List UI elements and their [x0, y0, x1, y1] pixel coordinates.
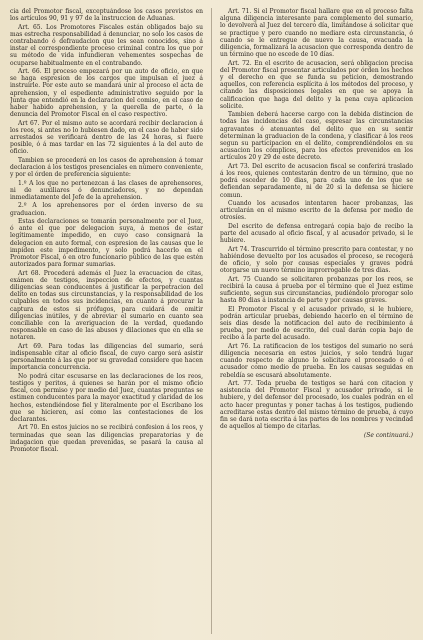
paragraph: Art. 77. Toda prueba de testigos se hará con citacion y asistencia del Promotor Fiscal y acusador privado, si le hubiere, y del defensor del procesado, los cuales podrán en el acto hacer preguntas y poner tachas á los testigos, pudiendo acreditarse estas dentro del mismo término de prueba, á cuyo fin se dará nota escrita á las partes de los nombres y vecindad de aquellos al tiempo de citarlas. [220, 380, 413, 431]
paragraph: No podrá citar escusarse en las declaraciones de los reos, testigos y peritos, á quienes se harán por el mismo oficio fiscal, con permiso y por medio del Juez, cuantas preguntas se estimen conducentes para la mayor exactitud y claridad de los hechos, estendiéndose fiel y literalmente por el Escribano los que se hicieren, así como las contestaciones de los declarantes. [10, 372, 203, 424]
paragraph: Art 73. Del escrito de acusacion fiscal se conferirá traslado á los reos, quienes contestarán dentro de un término, que no podrá esceder de 10 dias, para cada uno de los que se defiendan separadamente, ni de 20 si la defensa se hiciere comun. [220, 162, 413, 199]
paragraph: Art. 66. El proceso empezará por un auto de oficio, en que se haga espresion de los cargos que impulsan el juez á instruirle. Por este auto se mandará unir al proceso el acta de aprehension, y el espediente administrativo seguido por la Junta que entendió en la declaracion del comiso, en el caso de haber habido aprehension, y la querella de parte, ó la denuncia del Promotor Fiscal en el caso respectivo. [10, 68, 203, 119]
paragraph: Art 68. Procederá además el Juez la evacuacion de citas, exámen de testigos, inspeccion de efectos, y cuantas diligencias sean conducentes á justificar la perpetracion del delito en todas sus circunstancias, y la responsabilidad de los culpables en todos sus incidencias, en cuanto á procurar la captura de estos si prófugos, para cuidará de omitir diligencias inútiles, y de abreviar el sumario en cuanto sea conciliable con la averiguacion de la verdad, quedando responsable en caso de las abusos y dilaciones que en ella se notaren. [10, 269, 203, 342]
paragraph: Del escrito de defensa entregará copia bajo de recibo la parte del acusado al oficio fiscal, y al acusador privado, si le hubiere. [220, 222, 413, 245]
paragraph: Art 74. Trascurrido el término prescrito para contestar, y no habiéndose devuelto por los acusados el proceso, se recogerá de oficio, y solo por causas especiales y graves podrá otorgarse un nuevo término improrrogable de tres dias. [220, 245, 413, 275]
paragraph: El Promotor Fiscal y el acusador privado, si le hubiere, podrán articular pruebas, debiendo hacerlo en el término de seis dias desde la notificacion del auto de recibimiento á prueba, por medio de escrito, del cual darán copia bajo de recibo á la parte del acusado. [220, 305, 413, 342]
paragraph: Art. 72. En el escrito de acusacion, será obligacion precisa del Promotor fiscal presentar articulados por órden los hechos y el derecho en que se funda su peticion, demostrando aquellos, con referencia esplícita á los métodos del proceso, y citando las disposiciones legales en que se apoya la calificacion que haga del delito y la pena cuya aplicacion solicite. [220, 59, 413, 110]
right-column [220, 8, 413, 634]
paragraph: Art 69. Para todas las diligencias del sumario, será indispensable citar al oficio fiscal, de cuyo cargo será asistir personalmente á las que por su gravedad considere que hacen importancia concurrencia. [10, 342, 203, 372]
continuation-note: (Se continuará.) [363, 432, 413, 440]
paragraph: Art. 75 Cuando se solicitaren probanzas por los reos, se recibirá la causa á prueba por el término que el Juez estime suficiente, segun sus circunstancias, pudiéndolo prorogar solo hasta 80 dias á instancia de parte y por causas graves. [220, 275, 413, 305]
paragraph: cia del Promotor fiscal, exceptuándose los casos previstos en los artículos 90, 91 y 97 de la instruccion de Aduanas. [10, 8, 203, 23]
paragraph: Estas declaraciones se tomarán personalmente por el Juez, ó ante el que por delegacion suya, á menos de estar legítimamente impedido, en cuyo caso consignará la delegacion en auto formal, con espresion de las causas que le impiden este impedimento, y solo podrá hacerlo en el Promotor Fiscal, ó en otro funcionario público de las que estén autorizados para formar sumarias. [10, 218, 203, 269]
paragraph: 2.º A los aprehensores por el órden inverso de su graduacion. [10, 202, 203, 217]
column-divider [211, 8, 212, 634]
paragraph: Art 67. Por el mismo auto se acordará recibir declaracion á los reos, si antes no lo hubiesen dado, en el caso de haber sido arrestados se verificará dentro de las 24 horas, si fuere posible, ó á mas tardar en las 72 siguientes á la del auto de oficio. [10, 119, 203, 156]
paragraph: Cuando los acusados intentaren hacer probanzas, las articularán en el mismo escrito de la defensa por medio de otrosíes. [220, 200, 413, 222]
paragraph: Art 70. En estos juicios no se recibirá confesion á los reos, y terminadas que sean las diligencias preparatorias y de indagacion que quedan prevenidas, se pasará la causa al Promotor fiscal. [10, 424, 203, 454]
paragraph: Tambien se procederá en los casos de aprehension á tomar declaracion á los testigos presenciales en número conveniente, y por el órden de preferencia siguiente: [10, 156, 203, 179]
paragraph: 1.º A los que no pertenezcan á las clases de aprehensores, ni de auxiliares ó denunciadores, y no dependan inmediatamente del Jefe de la aprehension. [10, 179, 203, 202]
text-columns [10, 8, 413, 634]
paragraph: Art. 65. Los Promotores Fiscales están obligados bajo su mas estrecha responsabilidad á denunciar, no solo los casos de contrabando ó defraudacion que les sean conocidos, sino á instar el correspondiente proceso criminal contra los que por su método de vida infundieran vehementes sospechas de ocuparse habitualmente en el contrabando. [10, 23, 203, 67]
left-column [10, 8, 203, 634]
paragraph: Art. 71. Si el Promotor fiscal hallare que en el proceso falta alguna diligencia interesante para complemento del sumario, lo devolverá al Juez del tercero día, limitándose á solicitar que se practique y pero cuando no mediare esta circunstancia, ó cuando se le entregue de nuevo la causa, evacuada la diligencia, formalizará la acusacion que corresponda dentro de un término que no escede de 10 días. [220, 8, 413, 59]
paragraph: Art 76. La ratificacion de los testigos del sumario no será diligencia necesaria en estos juicios, y solo tendrá lugar cuando respecto de alguno lo solicitare el procesado ó el acusador como medio de prueba. En los causas seguidas en rebeldía se escusará absolutamente. [220, 342, 413, 379]
paragraph: Tambien deberá hacerse cargo con la debida distincion de todas las incidencias del caso, espresar las circunstancias agravantes ó atenuantes del delito que en su sentir determinan la graduacion de la condena, y clasificar á los reos segun su participacion en el delito, comprendiéndolos en su acusacion los cómplices, para los efectos prevenidos en los artículos 20 y 29 de este decreto. [220, 111, 413, 162]
